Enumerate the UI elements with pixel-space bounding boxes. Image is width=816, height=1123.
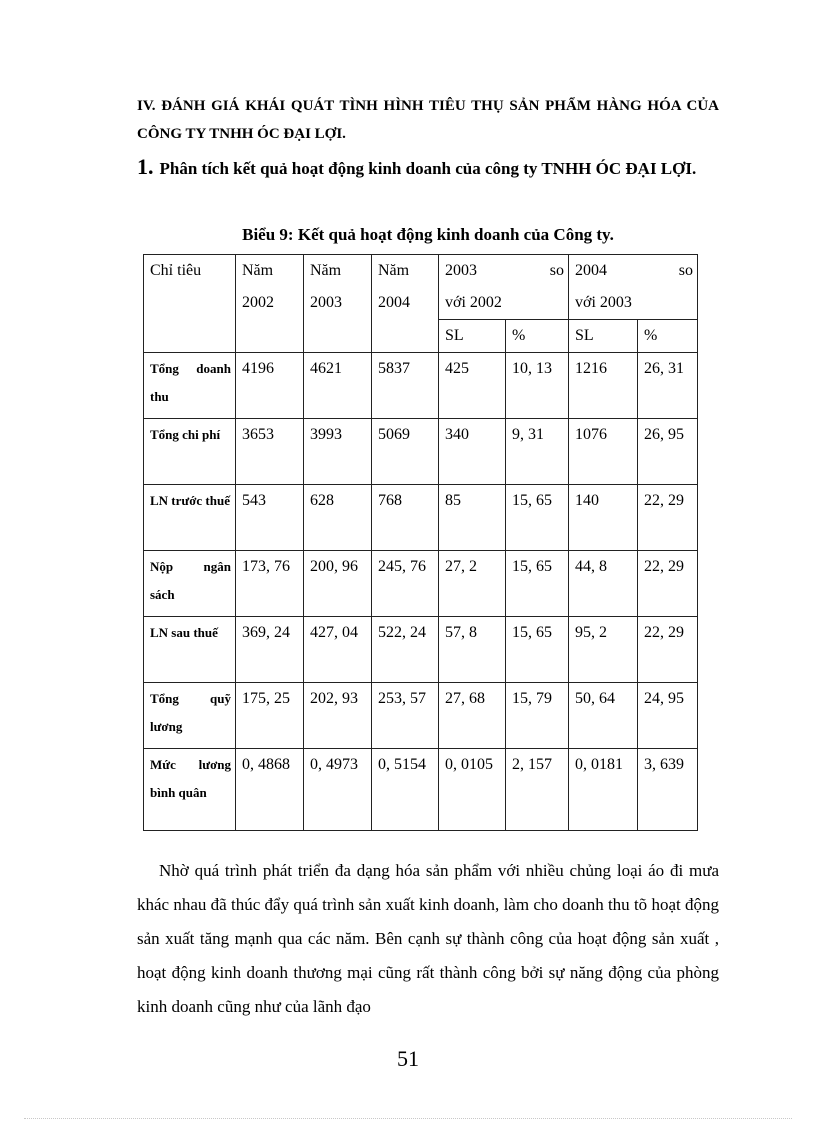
cell-2004: 245, 76 [372,551,439,617]
cell-sl-2003: 27, 2 [439,551,506,617]
cell-2002: 3653 [236,419,304,485]
cell-2002: 175, 25 [236,683,304,749]
cell-sl-2003: 0, 0105 [439,749,506,831]
header-compare-2003-so: so [549,262,564,279]
cell-pct-2004: 26, 95 [638,419,698,485]
cell-pct-2003: 10, 13 [506,353,569,419]
cell-2002: 369, 24 [236,617,304,683]
cell-sl-2004: 95, 2 [569,617,638,683]
cell-2004: 522, 24 [372,617,439,683]
header-year-2002: Năm 2002 [236,255,304,353]
header-pct-2003: % [506,320,569,353]
page-number: 51 [397,1046,419,1071]
cell-pct-2003: 2, 157 [506,749,569,831]
row-label: LN sau thuế [144,617,236,683]
cell-2004: 5069 [372,419,439,485]
row-label: Tổng doanh thu [144,353,236,419]
table-row [144,353,698,419]
cell-sl-2004: 1076 [569,419,638,485]
table-header-row [144,255,698,320]
cell-sl-2004: 140 [569,485,638,551]
cell-2004: 0, 5154 [372,749,439,831]
cell-2004: 768 [372,485,439,551]
body-paragraph: Nhờ quá trình phát triển đa dạng hóa sản phẩm với nhiều chủng loại áo đi mưa khác nhau đã thúc đẩy quá trình sản xuất kinh doanh, làm cho doanh thu tõ hoạt động sản xuất tăng mạnh qua các năm. Bên cạnh sự thành công của hoạt động sản xuất , hoạt động kinh doanh thương mại cũng rất thành công bởi sự năng động của phòng kinh doanh cũng như của lãnh đạo [137,861,719,1016]
row-label: Tổng chi phí [144,419,236,485]
cell-2004: 253, 57 [372,683,439,749]
header-compare-2004-2003 [569,255,698,320]
cell-pct-2004: 3, 639 [638,749,698,831]
cell-sl-2004: 44, 8 [569,551,638,617]
table-row [144,419,698,485]
table-row [144,617,698,683]
cell-sl-2003: 85 [439,485,506,551]
row-label: LN trước thuế [144,485,236,551]
cell-2003: 628 [304,485,372,551]
header-indicator: Chỉ tiêu [144,255,236,353]
section-heading: IV. ĐÁNH GIÁ KHÁI QUÁT TÌNH HÌNH TIÊU THỤ SẢN PHẨM HÀNG HÓA CỦA CÔNG TY TNHH ÓC ĐẠI LỢI. [137,98,719,142]
cell-pct-2004: 22, 29 [638,617,698,683]
cell-2003: 3993 [304,419,372,485]
subsection-title-text: Phân tích kết quả hoạt động kinh doanh của công ty TNHH ÓC ĐẠI LỢI. [159,159,697,178]
table-caption: Biểu 9: Kết quả hoạt động kinh doanh của Công ty. [242,225,614,244]
cell-2004: 5837 [372,353,439,419]
cell-2002: 543 [236,485,304,551]
cell-pct-2003: 15, 65 [506,617,569,683]
row-label: Nộp ngân sách [144,551,236,617]
header-compare-2003-2002 [439,255,569,320]
cell-sl-2004: 50, 64 [569,683,638,749]
table-row [144,749,698,831]
cell-pct-2004: 26, 31 [638,353,698,419]
cell-pct-2004: 22, 29 [638,485,698,551]
header-sl-2003: SL [439,320,506,353]
header-sl-2004: SL [569,320,638,353]
cell-sl-2003: 425 [439,353,506,419]
cell-2003: 427, 04 [304,617,372,683]
table-row [144,551,698,617]
results-table [143,254,698,831]
header-year-2004: Năm 2004 [372,255,439,353]
table-row [144,485,698,551]
header-pct-2004: % [638,320,698,353]
row-label: Mức lương bình quân [144,749,236,831]
cell-pct-2003: 15, 65 [506,551,569,617]
cell-2002: 4196 [236,353,304,419]
header-compare-2004-so: so [678,262,693,279]
cell-2003: 202, 93 [304,683,372,749]
cell-sl-2004: 0, 0181 [569,749,638,831]
cell-pct-2003: 15, 79 [506,683,569,749]
subsection-number: 1. [137,154,154,179]
cell-sl-2003: 57, 8 [439,617,506,683]
header-compare-2004-year: 2004 [575,262,607,279]
cell-pct-2004: 22, 29 [638,551,698,617]
cell-sl-2003: 27, 68 [439,683,506,749]
cell-2003: 4621 [304,353,372,419]
cell-pct-2003: 9, 31 [506,419,569,485]
table-row [144,683,698,749]
cell-2003: 0, 4973 [304,749,372,831]
cell-pct-2004: 24, 95 [638,683,698,749]
cell-sl-2004: 1216 [569,353,638,419]
header-compare-2003-year: 2003 [445,262,477,279]
row-label: Tổng quỹ lương [144,683,236,749]
cell-pct-2003: 15, 65 [506,485,569,551]
header-compare-2004-with: với 2003 [575,294,632,311]
cell-sl-2003: 340 [439,419,506,485]
header-compare-2003-with: với 2002 [445,294,502,311]
header-year-2003: Năm 2003 [304,255,372,353]
subsection-title [137,150,719,186]
cell-2002: 0, 4868 [236,749,304,831]
cell-2002: 173, 76 [236,551,304,617]
cell-2003: 200, 96 [304,551,372,617]
page-bottom-divider [24,1118,792,1119]
